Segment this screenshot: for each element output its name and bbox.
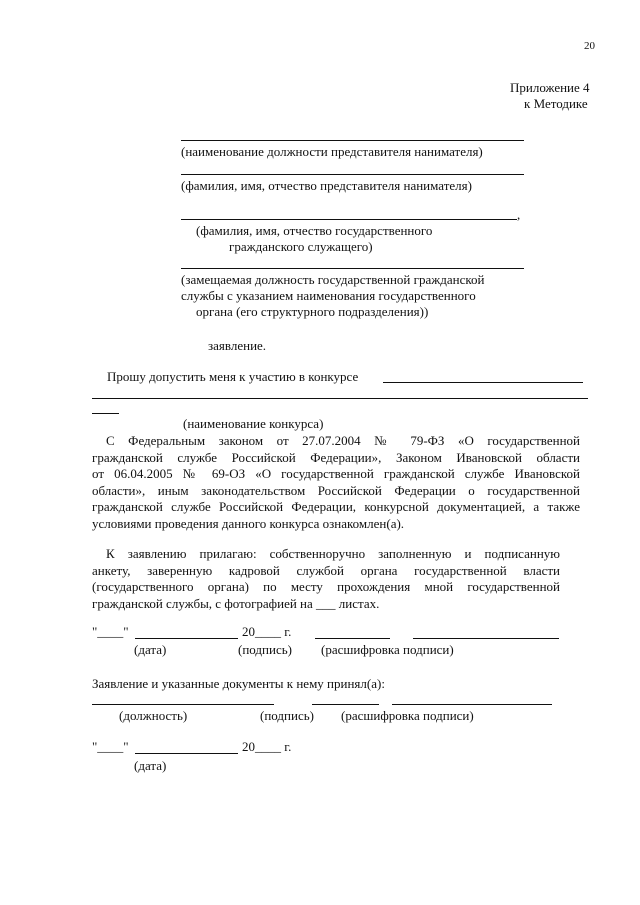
applicant-date-label: (дата) <box>134 642 167 657</box>
employee-name-comma: , <box>517 207 521 222</box>
law-paragraph <box>92 433 580 533</box>
attachments-paragraph <box>92 546 560 612</box>
contest-name-line-1 <box>383 382 583 383</box>
applicant-signature-label: (подпись) <box>238 642 292 657</box>
attachments-paragraph-line: гражданской службы, с фотографией на ___ листах. <box>92 595 380 611</box>
contest-name-line-3 <box>92 413 119 414</box>
contest-name-line-2 <box>92 398 588 399</box>
attachments-paragraph-line: (государственного органа) по месту прохождения мной государственной <box>92 579 560 595</box>
employee-position-caption-2: службы с указанием наименования государственного <box>181 288 476 303</box>
law-paragraph-line: от 06.04.2005 № 69-ОЗ «О государственной гражданской службе Ивановской <box>92 466 580 482</box>
receipt-date-day: "____" <box>92 739 129 754</box>
attachments-paragraph-line: К заявлению прилагаю: собственноручно заполненную и подписанную <box>106 546 560 561</box>
employee-name-caption-1: (фамилия, имя, отчество государственного <box>196 223 433 238</box>
representative-position-caption: (наименование должности представителя нанимателя) <box>181 144 483 159</box>
representative-position-line <box>181 140 524 141</box>
received-text: Заявление и указанные документы к нему принял(а): <box>92 676 385 691</box>
law-paragraph-line: гражданской службе Российской Федерации», Законом Ивановской области <box>92 449 580 465</box>
applicant-decoding-label: (расшифровка подписи) <box>321 642 454 657</box>
law-paragraph-line: условиями проведения данного конкурса ознакомлен(а). <box>92 515 405 531</box>
employee-position-line <box>181 268 524 269</box>
receiver-signature-line <box>312 704 379 705</box>
receiver-signature-label: (подпись) <box>260 708 314 723</box>
applicant-date-year: 20____ г. <box>242 624 292 639</box>
representative-name-caption: (фамилия, имя, отчество представителя нанимателя) <box>181 178 472 193</box>
employee-name-caption-2: гражданского служащего) <box>229 239 373 254</box>
applicant-date-day: "____" <box>92 624 129 639</box>
contest-name-caption: (наименование конкурса) <box>183 416 324 431</box>
applicant-decoding-line <box>413 638 559 639</box>
page-number: 20 <box>584 40 595 52</box>
representative-name-line <box>181 174 524 175</box>
appendix-line-1: Приложение 4 <box>510 80 590 95</box>
receiver-position-line <box>92 704 274 705</box>
appendix-line-2: к Методике <box>524 96 588 111</box>
applicant-signature-line <box>315 638 390 639</box>
law-paragraph-line: гражданской службе Российской Федерации, конкурсной документацией, а также <box>92 499 580 515</box>
receipt-date-year: 20____ г. <box>242 739 292 754</box>
request-text: Прошу допустить меня к участию в конкурсе <box>107 369 359 384</box>
document-title: заявление. <box>208 338 267 353</box>
law-paragraph-line: области», иным законодательством Российской Федерации о государственной <box>92 482 580 498</box>
receiver-position-label: (должность) <box>119 708 188 723</box>
attachments-paragraph-line: анкету, заверенную кадровой службой органа государственной власти <box>92 562 560 578</box>
receiver-decoding-label: (расшифровка подписи) <box>341 708 474 723</box>
applicant-date-month-line <box>135 638 238 639</box>
law-paragraph-line: С Федеральным законом от 27.07.2004 № 79-ФЗ «О государственной <box>106 433 580 448</box>
receiver-decoding-line <box>392 704 552 705</box>
receipt-date-label: (дата) <box>134 758 167 773</box>
employee-name-line <box>181 219 517 220</box>
employee-position-caption-1: (замещаемая должность государственной гражданской <box>181 272 485 287</box>
employee-position-caption-3: органа (его структурного подразделения)) <box>196 304 429 319</box>
receipt-date-month-line <box>135 753 238 754</box>
